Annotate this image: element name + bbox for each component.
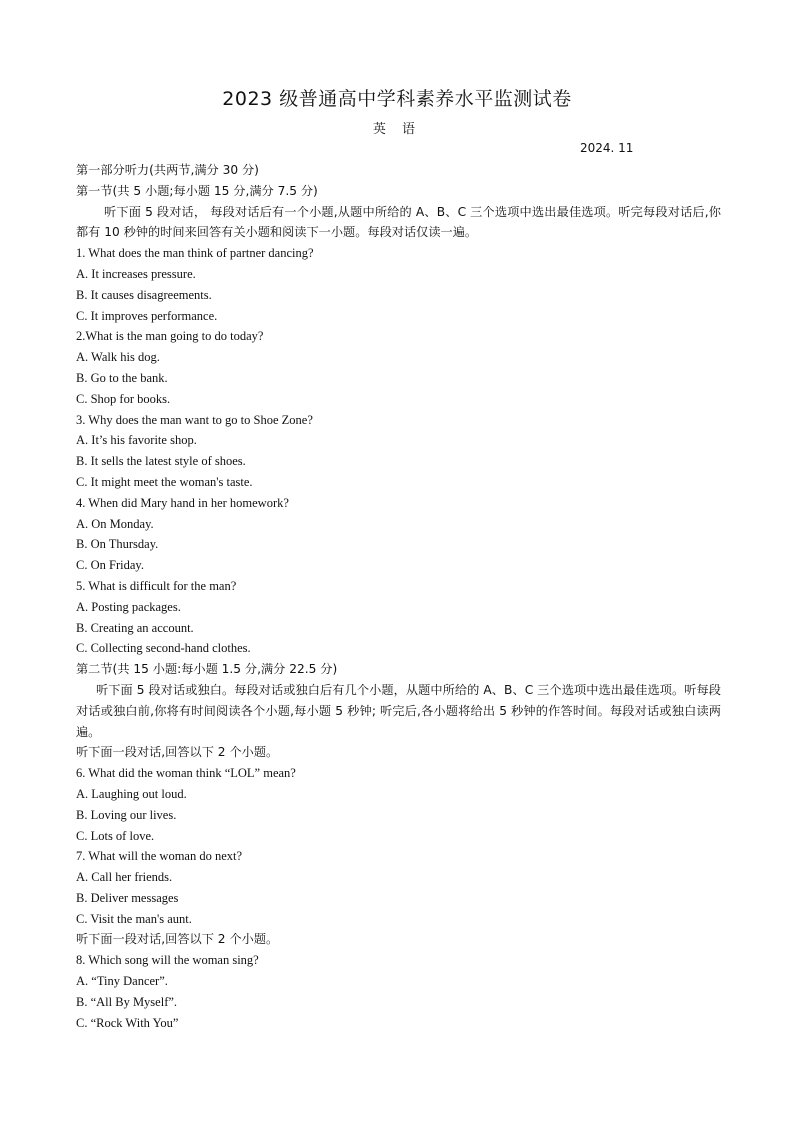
exam-title: 2023 级普通高中学科素养水平监测试卷 (222, 88, 572, 110)
option-a: A. Call her friends. (76, 870, 173, 885)
question-stem: 1. What does the man think of partner dancing? (76, 246, 314, 261)
question-3 (76, 410, 721, 493)
option-a: A. Laughing out loud. (76, 786, 187, 801)
option-c: C. It improves performance. (76, 308, 218, 323)
exam-date: 2024. 11 (580, 141, 634, 155)
option-b: B. “All By Myself”. (76, 994, 178, 1009)
option-c: C. It might meet the woman's taste. (76, 474, 253, 489)
question-stem: 5. What is difficult for the man? (76, 578, 237, 593)
question-stem: 7. What will the woman do next? (76, 849, 243, 864)
option-c: C. Visit the man's aunt. (76, 911, 192, 926)
option-a: A. On Monday. (76, 516, 154, 531)
section-heading: 第一节(共 5 小题;每小题 15 分,满分 7.5 分) (76, 183, 318, 198)
option-a: A. It increases pressure. (76, 266, 196, 281)
question-6 (76, 763, 721, 846)
section-instructions: 听下面 5 段对话或独白。每段对话或独白后有几个小题，从题中所给的 A、B、C 三个选项中选出最佳选项。听每段对话或独白前,你将有时间阅读各个小题,每小题 5 秒钟; 听完后,各小题将给出 5 秒钟的作答时间。每段对话或独白读两遍。 (76, 682, 721, 739)
option-b: B. It sells the latest style of shoes. (76, 454, 246, 469)
exam-content (76, 160, 721, 1033)
section-heading: 第二节(共 15 小题:每小题 1.5 分,满分 22.5 分) (76, 662, 338, 677)
question-stem: 3. Why does the man want to go to Shoe Zone? (76, 412, 313, 427)
option-b: B. Go to the bank. (76, 370, 168, 385)
section-instructions: 听下面 5 段对话， 每段对话后有一个小题,从题中所给的 A、B、C 三个选项中选出最佳选项。听完每段对话后,你都有 10 秒钟的时间来回答有关小题和阅读下一小题。每段对话仅读一遍。 (76, 204, 721, 240)
part-heading: 第一部分听力(共两节,满分 30 分) (76, 163, 259, 177)
question-5 (76, 576, 721, 659)
group-lead: 听下面一段对话,回答以下 2 个小题。 (76, 932, 279, 947)
question-stem: 4. When did Mary hand in her homework? (76, 495, 289, 510)
option-c: C. “Rock With You” (76, 1015, 179, 1030)
option-b: B. Creating an account. (76, 620, 194, 635)
question-8 (76, 950, 721, 1033)
option-a: A. It’s his favorite shop. (76, 433, 197, 448)
option-b: B. It causes disagreements. (76, 287, 212, 302)
question-stem: 2.What is the man going to do today? (76, 329, 264, 344)
question-4 (76, 493, 721, 576)
question-stem: 6. What did the woman think “LOL” mean? (76, 766, 296, 781)
option-c: C. Collecting second-hand clothes. (76, 641, 251, 656)
question-2 (76, 326, 721, 409)
option-a: A. Posting packages. (76, 599, 181, 614)
option-b: B. Deliver messages (76, 890, 179, 905)
option-a: A. Walk his dog. (76, 350, 160, 365)
option-b: B. Loving our lives. (76, 807, 177, 822)
option-a: A. “Tiny Dancer”. (76, 974, 168, 989)
option-b: B. On Thursday. (76, 537, 159, 552)
group-lead: 听下面一段对话,回答以下 2 个小题。 (76, 745, 279, 760)
subject-label: 英 语 (372, 122, 422, 137)
option-c: C. Lots of love. (76, 828, 155, 843)
question-stem: 8. Which song will the woman sing? (76, 953, 259, 968)
option-c: C. Shop for books. (76, 391, 171, 406)
option-c: C. On Friday. (76, 558, 144, 573)
question-1 (76, 243, 721, 326)
question-7 (76, 846, 721, 929)
